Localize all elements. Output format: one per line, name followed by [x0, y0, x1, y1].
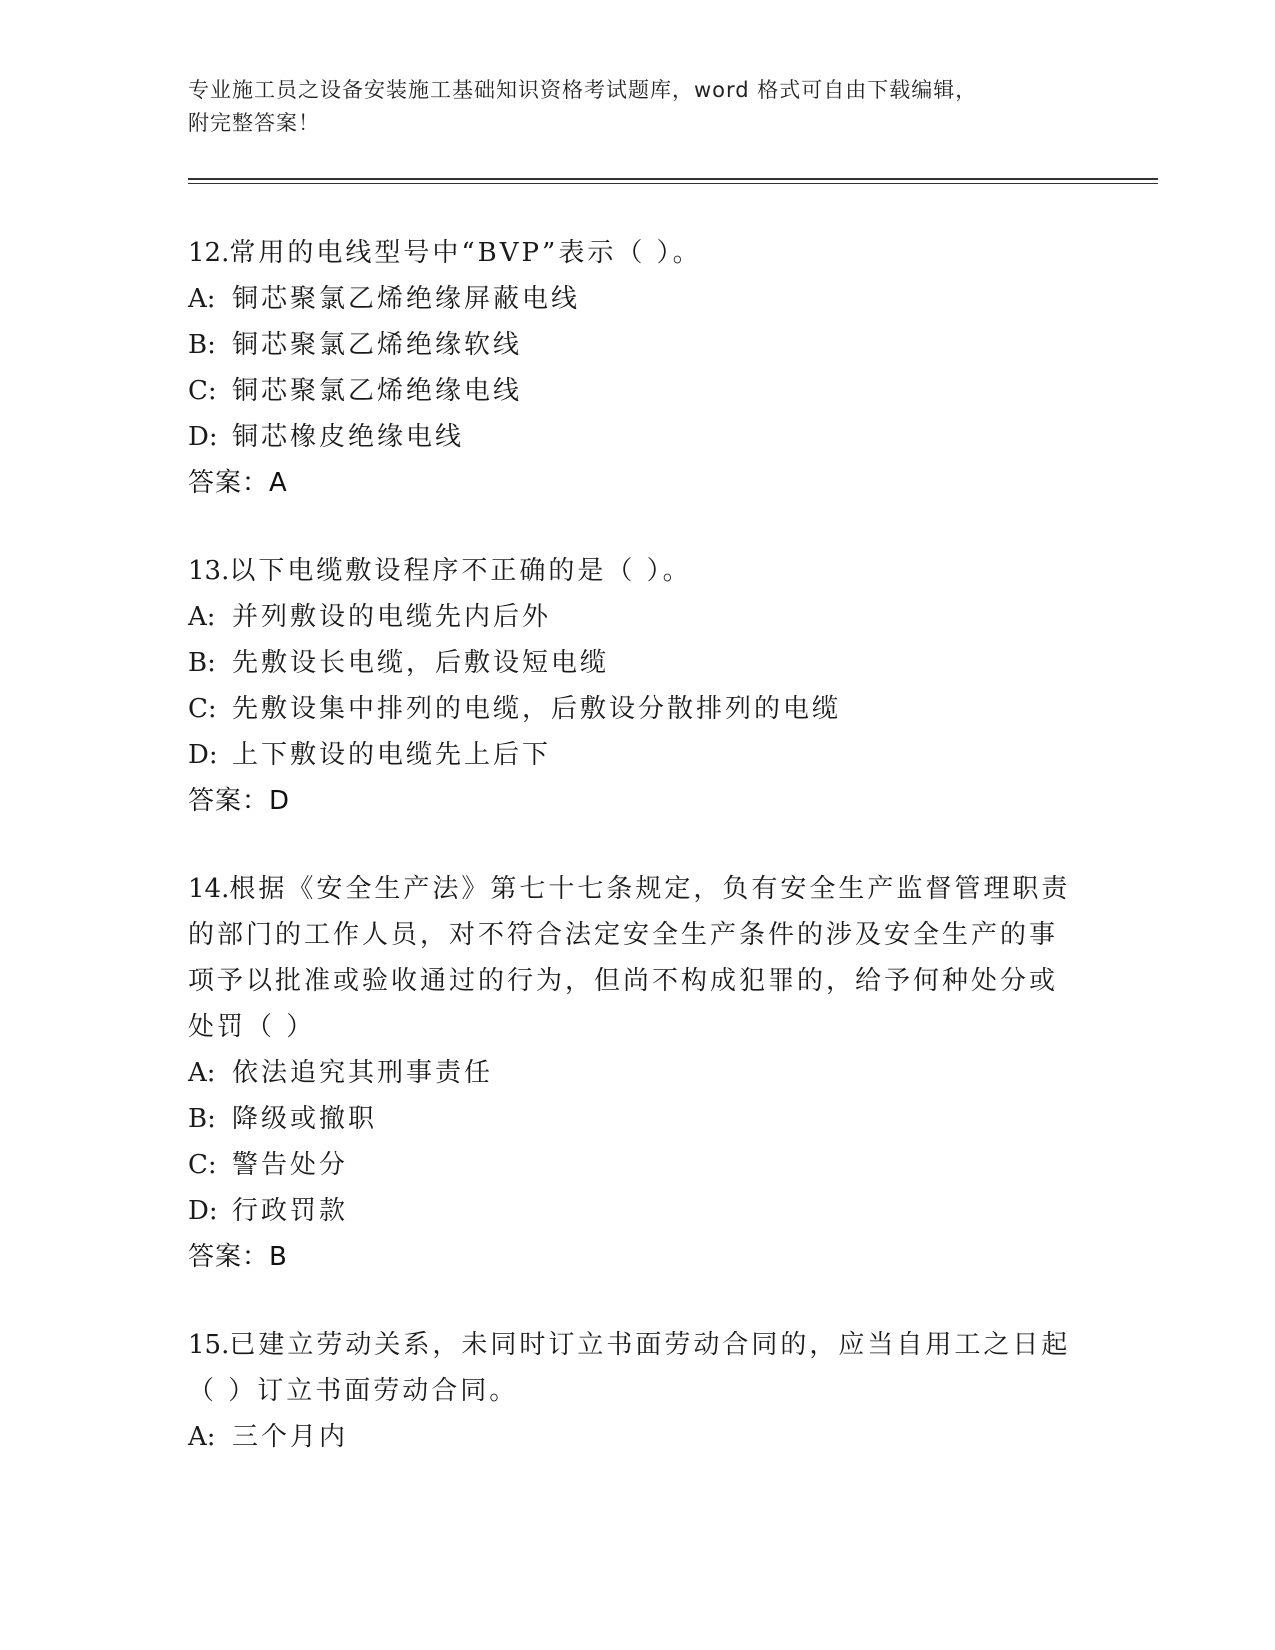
- option-letter: A:: [188, 1422, 216, 1452]
- option-letter: B:: [188, 330, 216, 360]
- question-14: [188, 866, 1088, 1280]
- question-13: [188, 548, 1088, 824]
- option-c: [188, 368, 1088, 414]
- question-number: 13.: [188, 556, 230, 586]
- option-letter: B:: [188, 1104, 216, 1134]
- question-15: [188, 1322, 1088, 1460]
- option-text: 铜芯聚氯乙烯绝缘软线: [232, 330, 523, 360]
- option-letter: D:: [188, 1196, 218, 1226]
- question-line: 根据《安全生产法》第七十七条规定，负有安全生产监督管理职责: [229, 874, 1071, 904]
- question-text: [188, 866, 1088, 912]
- option-text: 依法追究其刑事责任: [232, 1058, 494, 1088]
- option-b: [188, 1096, 1088, 1142]
- question-number: 12.: [188, 238, 230, 268]
- option-d: [188, 414, 1088, 460]
- question-number: 14.: [188, 874, 230, 904]
- question-line: 以下电缆敷设程序不正确的是（ ）。: [229, 556, 692, 586]
- option-letter: D:: [188, 740, 218, 770]
- option-d: [188, 1188, 1088, 1234]
- question-number: 15.: [188, 1330, 230, 1360]
- option-text: 并列敷设的电缆先内后外: [232, 602, 552, 632]
- question-text: [188, 548, 1088, 594]
- option-text: 铜芯橡皮绝缘电线: [232, 422, 465, 452]
- question-list: [188, 230, 1088, 1502]
- option-b: [188, 322, 1088, 368]
- option-c: [188, 686, 1088, 732]
- question-line: 常用的电线型号中“BVP”表示（ ）。: [229, 238, 702, 268]
- option-letter: D:: [188, 422, 218, 452]
- option-letter: A:: [188, 1058, 216, 1088]
- option-text: 铜芯聚氯乙烯绝缘电线: [232, 376, 523, 406]
- option-letter: C:: [188, 376, 217, 406]
- option-d: [188, 732, 1088, 778]
- document-header: [188, 74, 1088, 140]
- option-text: 三个月内: [232, 1422, 349, 1452]
- option-letter: A:: [188, 602, 216, 632]
- question-12: [188, 230, 1088, 506]
- option-c: [188, 1142, 1088, 1188]
- answer-line: 答案：A: [188, 468, 288, 498]
- header-divider-thick: [188, 178, 1158, 180]
- question-line: 项予以批准或验收通过的行为，但尚不构成犯罪的，给予何种处分或: [188, 966, 1059, 996]
- answer-line: 答案：D: [188, 786, 291, 816]
- option-a: [188, 276, 1088, 322]
- answer-line: 答案：B: [188, 1242, 288, 1272]
- option-letter: C:: [188, 694, 217, 724]
- question-line: （ ）订立书面劳动合同。: [188, 1376, 519, 1406]
- question-text: [188, 230, 1088, 276]
- option-letter: B:: [188, 648, 216, 678]
- question-line: 处罚（ ）: [188, 1012, 316, 1042]
- option-text: 降级或撤职: [232, 1104, 378, 1134]
- option-text: 先敷设长电缆，后敷设短电缆: [232, 648, 610, 678]
- question-line: 的部门的工作人员，对不符合法定安全生产条件的涉及安全生产的事: [188, 920, 1059, 950]
- header-line-2: 附完整答案！: [188, 111, 320, 135]
- option-letter: C:: [188, 1150, 217, 1180]
- option-a: [188, 1414, 1088, 1460]
- header-divider-thin: [188, 183, 1158, 184]
- question-line: 已建立劳动关系，未同时订立书面劳动合同的，应当自用工之日起: [229, 1330, 1071, 1360]
- option-b: [188, 640, 1088, 686]
- option-letter: A:: [188, 284, 216, 314]
- option-text: 铜芯聚氯乙烯绝缘屏蔽电线: [232, 284, 581, 314]
- option-text: 警告处分: [232, 1150, 349, 1180]
- option-text: 行政罚款: [232, 1196, 349, 1226]
- option-text: 先敷设集中排列的电缆，后敷设分散排列的电缆: [232, 694, 842, 724]
- option-text: 上下敷设的电缆先上后下: [232, 740, 552, 770]
- question-text: [188, 1322, 1088, 1368]
- option-a: [188, 594, 1088, 640]
- header-line-1: 专业施工员之设备安装施工基础知识资格考试题库，word 格式可自由下载编辑，: [188, 78, 978, 102]
- option-a: [188, 1050, 1088, 1096]
